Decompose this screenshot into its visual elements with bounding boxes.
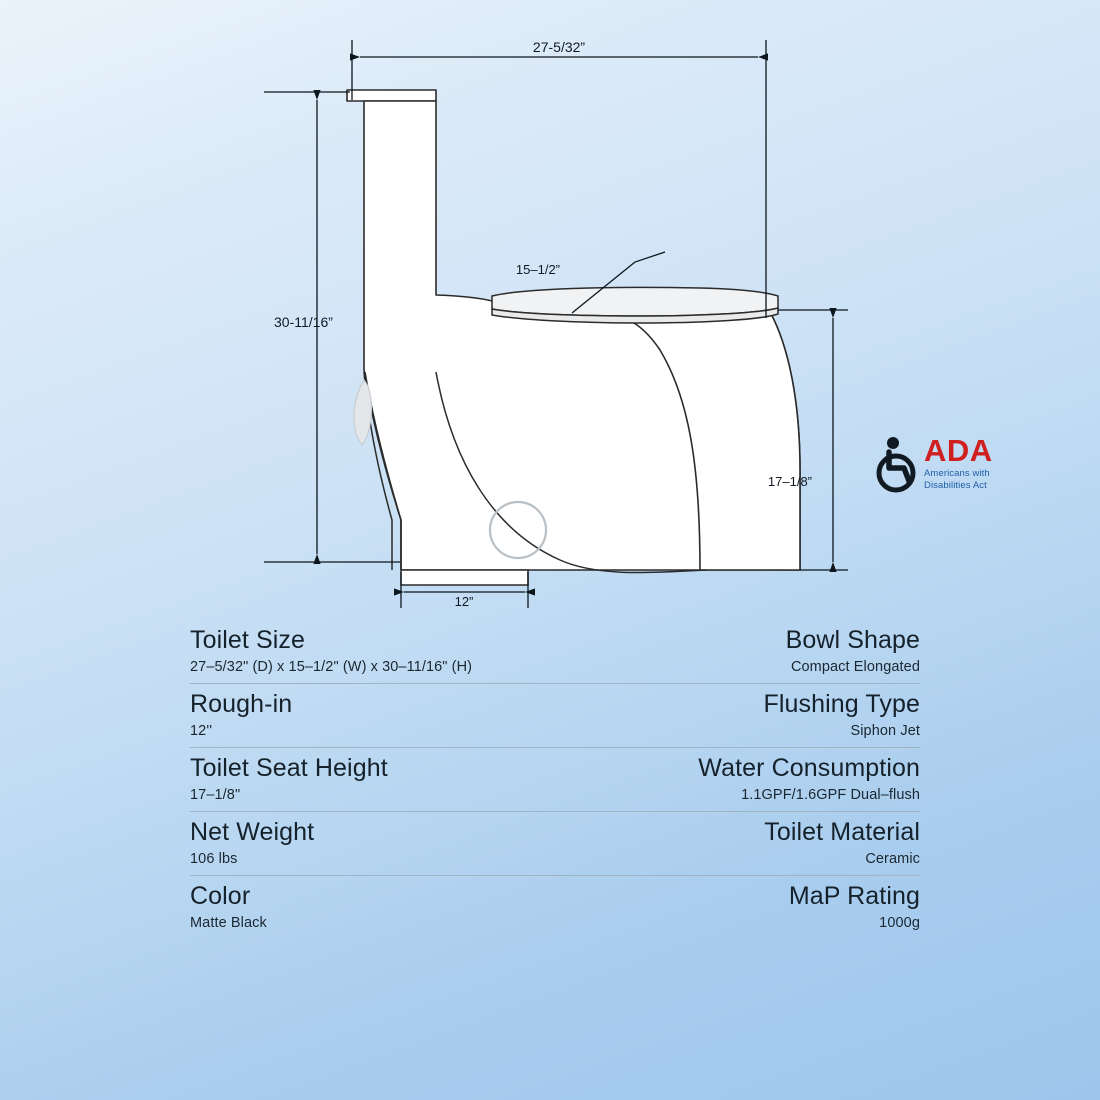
spec-label-map-rating: MaP Rating <box>788 882 920 910</box>
dimension-height-label: 30-11/16” <box>274 314 333 330</box>
ada-subtitle-line2: Disabilities Act <box>924 479 987 491</box>
ada-badge <box>876 435 1026 505</box>
spec-label-water-consumption: Water Consumption <box>698 754 920 782</box>
ada-title: ADA <box>924 433 993 468</box>
ada-subtitle-line1: Americans with <box>924 468 990 479</box>
spec-label-seat-height: Toilet Seat Height <box>190 754 388 782</box>
spec-row <box>190 683 920 747</box>
spec-value-toilet-material: Ceramic <box>865 851 920 867</box>
spec-value-rough-in: 12'' <box>190 723 213 739</box>
spec-value-flushing-type: Siphon Jet <box>850 723 920 739</box>
spec-label-bowl-shape: Bowl Shape <box>785 626 920 654</box>
spec-value-color: Matte Black <box>190 915 267 931</box>
spec-label-net-weight: Net Weight <box>190 818 315 846</box>
toilet-side-view-illustration <box>347 90 800 570</box>
spec-value-water-consumption: 1.1GPF/1.6GPF Dual–flush <box>741 787 920 803</box>
specifications-table <box>190 620 920 939</box>
wheelchair-accessible-icon <box>876 435 922 497</box>
dimension-seat-width-label: 15–1/2” <box>515 262 560 277</box>
spec-value-seat-height: 17–1/8" <box>190 787 241 803</box>
spec-label-toilet-material: Toilet Material <box>764 818 920 846</box>
ada-subtitle <box>924 468 993 492</box>
dimension-seat-height-label: 17–1/8” <box>767 474 812 489</box>
spec-value-toilet-size: 27–5/32" (D) x 15–1/2" (W) x 30–11/16" (H) <box>190 659 473 675</box>
spec-value-net-weight: 106 lbs <box>190 851 238 867</box>
spec-label-rough-in: Rough-in <box>190 690 293 718</box>
spec-row <box>190 875 920 939</box>
dimension-depth-label: 27-5/32” <box>532 39 586 55</box>
spec-row <box>190 747 920 811</box>
spec-value-map-rating: 1000g <box>879 915 920 931</box>
dimension-rough-in-label: 12” <box>454 594 474 609</box>
toilet-seat <box>492 287 778 323</box>
spec-label-color: Color <box>190 882 251 910</box>
spec-row <box>190 620 920 683</box>
spec-label-toilet-size: Toilet Size <box>190 626 306 654</box>
spec-row <box>190 811 920 875</box>
spec-value-bowl-shape: Compact Elongated <box>790 659 920 675</box>
spec-label-flushing-type: Flushing Type <box>763 690 920 718</box>
